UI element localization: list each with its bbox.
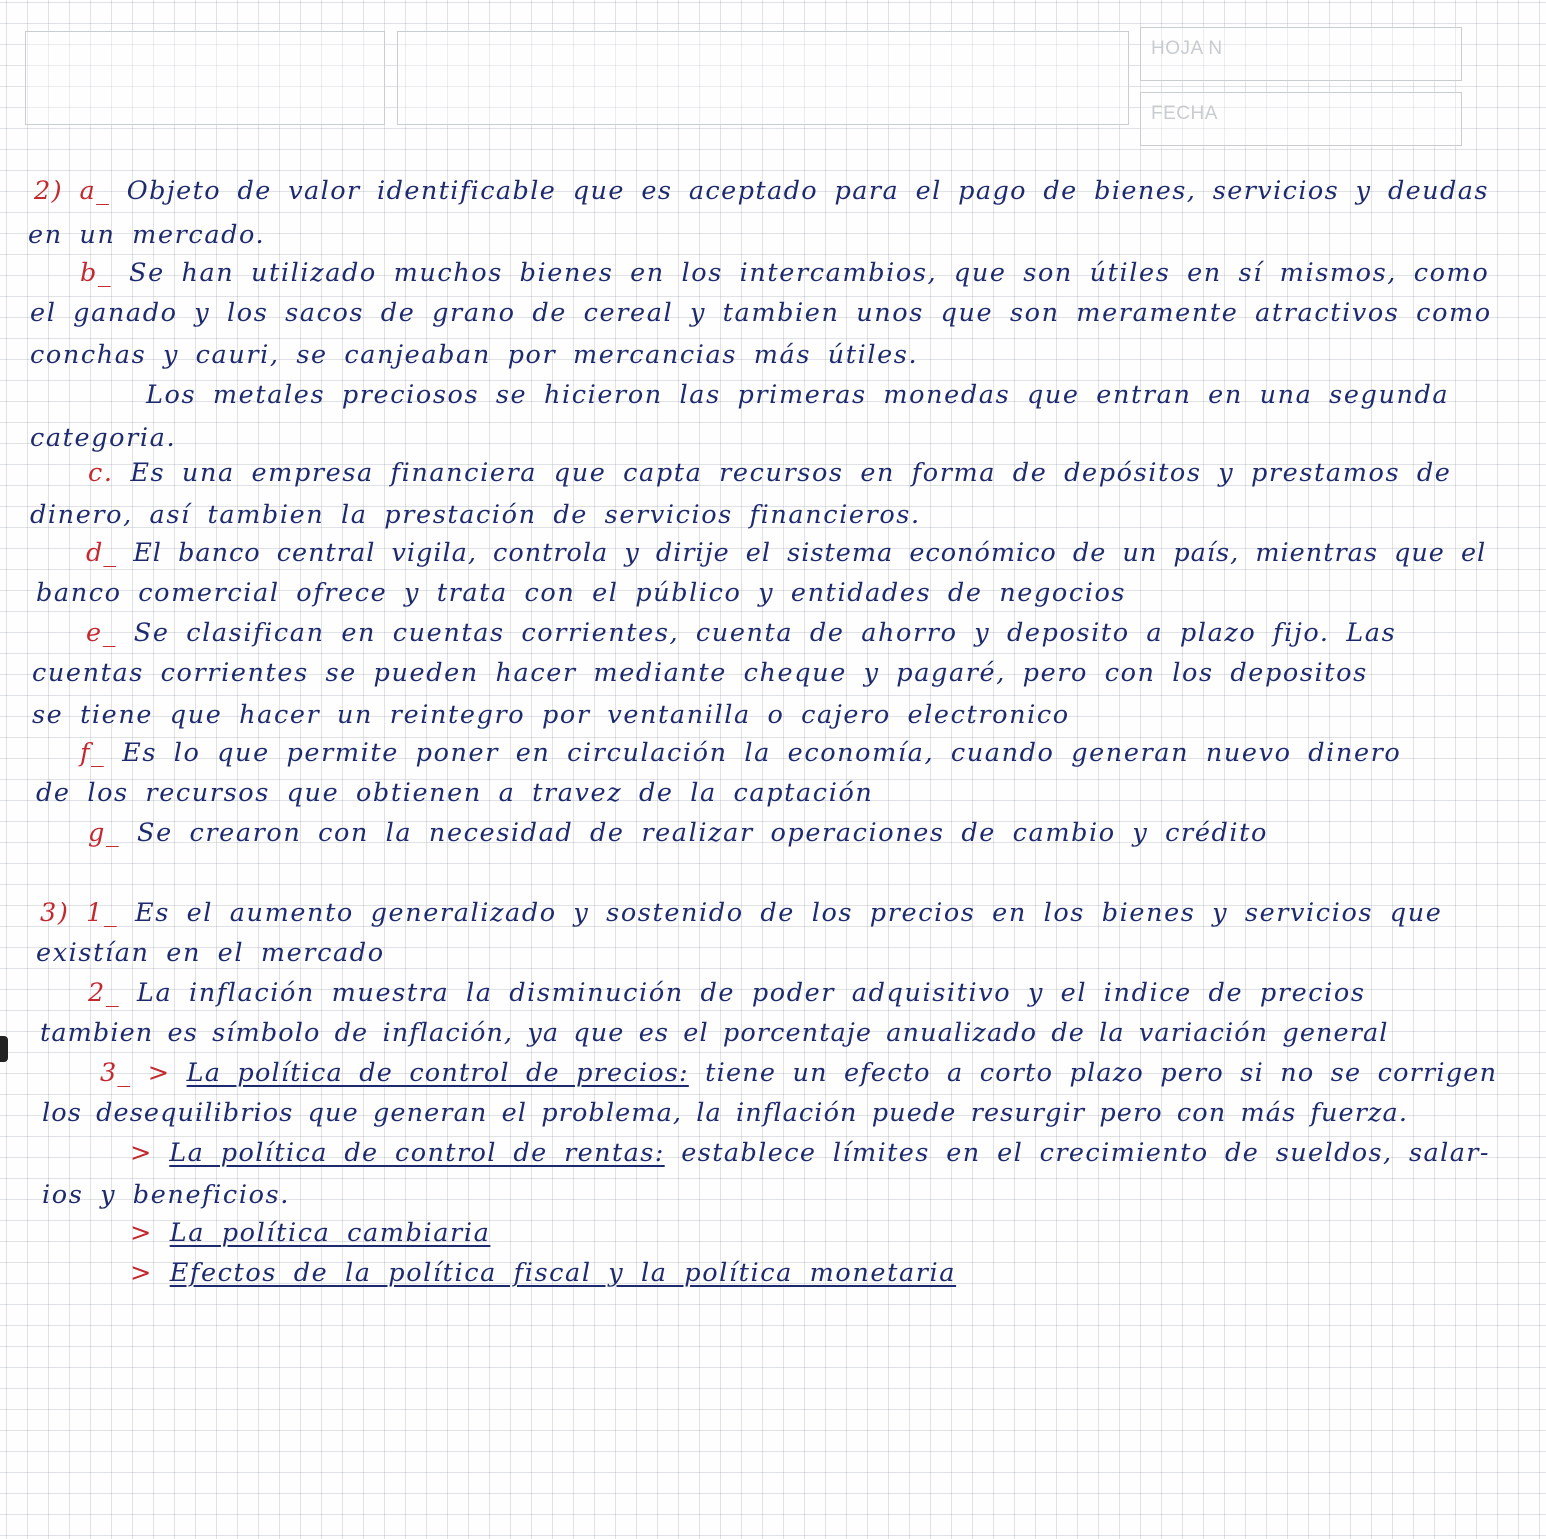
q2-c-line1: [88, 458, 1451, 488]
q2-e-mark: e_: [86, 618, 118, 648]
q2-d-line1: [86, 538, 1486, 568]
q2-b-line2: el ganado y los sacos de grano de cereal y tambien unos que son meramente atractivos como: [30, 298, 1492, 328]
q3-bullet3-line: [130, 1218, 490, 1248]
bullet-1-symbol: >: [147, 1058, 171, 1088]
q3-2-mark: 2_: [88, 978, 121, 1008]
q2-f-line2: de los recursos que obtienen a travez de la captación: [36, 778, 874, 808]
q2-g-line1: [88, 818, 1268, 848]
q2-b-mark: b_: [80, 258, 113, 288]
q3-bullet1-title: La política de control de precios:: [186, 1058, 689, 1088]
q2-g-text1: Se crearon con la necesidad de realizar operaciones de cambio y crédito: [137, 818, 1268, 848]
q2-b-line4: Los metales preciosos se hicieron las primeras monedas que entran en una segunda: [146, 380, 1450, 410]
q3-1-line2: existían en el mercado: [36, 938, 385, 968]
q3-2-line1: [88, 978, 1366, 1008]
q2-e-line3: se tiene que hacer un reintegro por ventanilla o cajero electronico: [32, 700, 1070, 730]
header-box-left: [25, 31, 385, 125]
q2-f-text1: Es lo que permite poner en circulación la economía, cuando generan nuevo dinero: [122, 738, 1402, 768]
q2-b-text1: Se han utilizado muchos bienes en los intercambios, que son útiles en sí mismos, como: [129, 258, 1490, 288]
q3-bullet3-text: La política cambiaria: [169, 1218, 491, 1248]
q2-f-mark: f_: [80, 738, 106, 768]
q3-bullet2-rest: establece límites en el crecimiento de sueldos, salar-: [681, 1138, 1490, 1168]
bullet-2-symbol: >: [130, 1138, 153, 1168]
q3-bullet1-rest: tiene un efecto a corto plazo pero si no se corrigen: [705, 1058, 1498, 1088]
q3-2-line2: tambien es símbolo de inflación, ya que es el porcentaje anualizado de la variación general: [40, 1018, 1389, 1048]
bullet-3-symbol: >: [130, 1218, 153, 1248]
q3-2-text1: La inflación muestra la disminución de poder adquisitivo y el indice de precios: [136, 978, 1366, 1008]
q3-1-text1: Es el aumento generalizado y sostenido de los precios en los bienes y servicios que: [135, 898, 1443, 928]
q2-g-mark: g_: [88, 818, 121, 848]
fecha-box: [1140, 92, 1462, 146]
q3-bullet4-line: [130, 1258, 956, 1288]
q2-e-text1: Se clasifican en cuentas corrientes, cuenta de ahorro y deposito a plazo fijo. Las: [133, 618, 1397, 648]
q2-a-line1: [34, 176, 1489, 206]
q2-e-line1: [86, 618, 1396, 648]
fecha-label: FECHA: [1151, 103, 1218, 124]
q3-number: 3): [40, 898, 70, 928]
q2-d-mark: d_: [86, 538, 118, 568]
q2-e-line2: cuentas corrientes se pueden hacer mediante cheque y pagaré, pero con los depositos: [32, 658, 1368, 688]
q2-a-line2: en un mercado.: [28, 220, 266, 250]
q2-a-mark: a_: [79, 176, 111, 206]
q2-d-line2: banco comercial ofrece y trata con el público y entidades de negocios: [36, 578, 1127, 608]
q2-c-mark: c.: [88, 458, 114, 488]
header-box-center: [397, 31, 1129, 125]
q3-bullet2-line1: [130, 1138, 1490, 1168]
q3-1-line1: [40, 898, 1442, 928]
q3-bullet1-line2: los desequilibrios que generan el problema, la inflación puede resurgir pero con más fuerza.: [42, 1098, 1409, 1128]
q2-f-line1: [80, 738, 1401, 768]
q3-1-mark: 1_: [86, 898, 119, 928]
q2-b-line1: [80, 258, 1489, 288]
q2-d-text1: El banco central vigila, controla y dirije el sistema económico de un país, mientras que el: [133, 538, 1487, 568]
q2-b-line3: conchas y cauri, se canjeaban por mercancias más útiles.: [30, 340, 919, 370]
bullet-4-symbol: >: [130, 1258, 153, 1288]
q3-bullet2-title: La política de control de rentas:: [169, 1138, 665, 1168]
q2-number: 2): [34, 176, 63, 206]
hoja-label: HOJA N: [1151, 38, 1223, 59]
scan-edge-mark: [0, 1036, 8, 1062]
q3-3-line1: [100, 1058, 1497, 1088]
q3-3-mark: 3_: [100, 1058, 132, 1088]
q2-c-line2: dinero, así tambien la prestación de servicios financieros.: [30, 500, 921, 530]
hoja-box: [1140, 27, 1462, 81]
q2-a-text1: Objeto de valor identificable que es aceptado para el pago de bienes, servicios y deudas: [126, 176, 1489, 206]
q3-bullet4-text: Efectos de la política fiscal y la política monetaria: [169, 1258, 957, 1288]
q3-bullet2-line2: ios y beneficios.: [42, 1180, 290, 1210]
q2-b-line5: categoria.: [30, 423, 177, 453]
q2-c-text1: Es una empresa financiera que capta recursos en forma de depósitos y prestamos de: [130, 458, 1452, 488]
